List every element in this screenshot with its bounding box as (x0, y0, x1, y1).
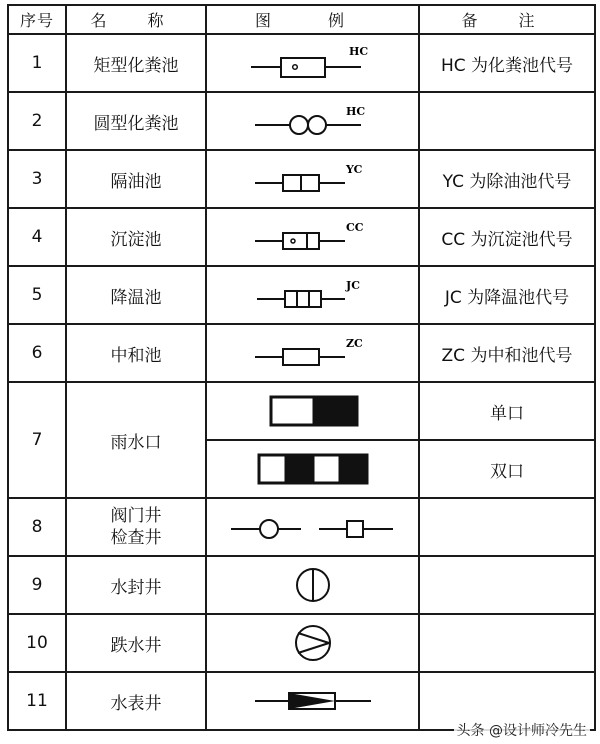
header-no: 序号 (8, 5, 66, 34)
svg-text:CC: CC (345, 221, 364, 234)
table-row (8, 382, 595, 440)
drop-well-symbol (206, 614, 419, 672)
row-note: ZC 为中和池代号 (419, 324, 595, 382)
double-rain-inlet-symbol (206, 440, 419, 498)
row-name-line: 阀门井 (110, 506, 162, 526)
row-name: 矩型化粪池 (66, 34, 206, 92)
legend-table (7, 4, 596, 731)
row-number: 3 (8, 150, 66, 208)
row-number: 10 (8, 614, 66, 672)
table-row (8, 266, 595, 324)
row-name (66, 498, 206, 556)
svg-text:HC: HC (345, 105, 365, 118)
row-name: 水封井 (66, 556, 206, 614)
row-name: 水表井 (66, 672, 206, 730)
row-number: 6 (8, 324, 66, 382)
valve-well-inspection-well-symbol (206, 498, 419, 556)
row-name: 圆型化粪池 (66, 92, 206, 150)
row-note: 双口 (419, 440, 595, 498)
row-note: HC 为化粪池代号 (419, 34, 595, 92)
row-number: 9 (8, 556, 66, 614)
row-note: 单口 (419, 382, 595, 440)
water-meter-well-symbol (206, 672, 419, 730)
table-row (8, 34, 595, 92)
table-row (8, 208, 595, 266)
grease-trap-symbol (206, 150, 419, 208)
row-name: 雨水口 (66, 382, 206, 498)
header-row (8, 5, 595, 34)
row-note (419, 92, 595, 150)
sedimentation-tank-symbol (206, 208, 419, 266)
neutralization-tank-symbol (206, 324, 419, 382)
svg-text:JC: JC (345, 279, 360, 292)
table-row (8, 556, 595, 614)
row-number: 11 (8, 672, 66, 730)
rect-septic-tank-symbol (206, 34, 419, 92)
header-symbol: 图 例 (206, 5, 419, 34)
row-note (419, 556, 595, 614)
table-row (8, 324, 595, 382)
table-row (8, 92, 595, 150)
row-name: 中和池 (66, 324, 206, 382)
row-name: 沉淀池 (66, 208, 206, 266)
svg-text:ZC: ZC (345, 337, 363, 350)
round-septic-tank-symbol (206, 92, 419, 150)
row-name: 降温池 (66, 266, 206, 324)
single-rain-inlet-symbol (206, 382, 419, 440)
table-row (8, 614, 595, 672)
row-name: 跌水井 (66, 614, 206, 672)
watermark: 头条 @设计师冷先生 (454, 719, 590, 741)
row-number: 1 (8, 34, 66, 92)
row-number: 4 (8, 208, 66, 266)
header-name: 名 称 (66, 5, 206, 34)
table-row (8, 150, 595, 208)
water-seal-well-symbol (206, 556, 419, 614)
row-number: 8 (8, 498, 66, 556)
header-note: 备 注 (419, 5, 595, 34)
row-note: YC 为除油池代号 (419, 150, 595, 208)
row-note (419, 614, 595, 672)
table-row (8, 498, 595, 556)
row-number: 2 (8, 92, 66, 150)
row-name: 隔油池 (66, 150, 206, 208)
row-name-line: 检查井 (110, 528, 162, 548)
svg-text:YC: YC (345, 163, 362, 176)
row-note: JC 为降温池代号 (419, 266, 595, 324)
row-note (419, 498, 595, 556)
row-number: 7 (8, 382, 66, 498)
row-number: 5 (8, 266, 66, 324)
cooling-tank-symbol (206, 266, 419, 324)
row-note: CC 为沉淀池代号 (419, 208, 595, 266)
svg-text:HC: HC (348, 45, 368, 58)
